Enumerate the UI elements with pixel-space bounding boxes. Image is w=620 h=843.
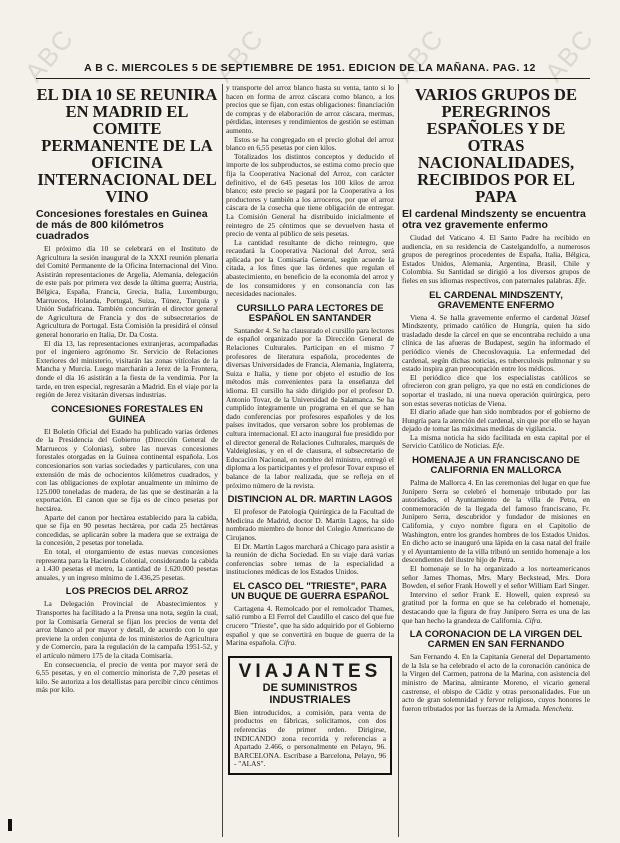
article-paragraph: El Dr. Martín Lagos marchará a Chicago para asistir a la reunión de dicha Sociedad. En su viaje dará varias conferencias sobre temas de la especialidad a instituciones médicas de los Estados Unidos. [226, 541, 394, 577]
article-paragraph: Palma de Mallorca 4. En las ceremonias del lugar en que fue Junípero Serra se celebró el homenaje tributado por las autoridades, el Ayuntamiento de la villa de Petra, en conmemoración de la llegada del famoso franciscano, Fr. Junípero Serra, descubridor y fundador de misiones en California, y cuyo nombre figura en el Capitolio de Washington, entre los grandes hombres de los Estados Unidos. En dicho acto se inauguró una lápida en la casa natal del fraile y el Ayuntamiento de la villa tributó un sentido homenaje a los descendientes del ilustre hijo de Petra. [402, 478, 590, 565]
ad-body: Bien introducidos, a comisión, para venta de productos en fábricas, solicitamos, con dos referencias de primer orden. Dirigirse, INDICANDO zona recorrida y referencias a Apartado 2.466, o personalmente en Pelayo, 96. BARCELONA. Escríbase a Barcelona, Pelayo, 96 - "ALAS". [234, 707, 386, 769]
article-paragraph: La cantidad resultante de dicho reintegro, que recaudará la Cooperativa Nacional del Arroz, será aplicada por la Comisaría General, según acuerde la citada, a los fines que las órdenes que regulan el abastecimiento, en beneficio de la economía del arroz y de los consumidores y en consonancia con las necesidades nacionales. [226, 237, 394, 299]
article-paragraph: La Delegación Provincial de Abastecimientos y Transportes ha facilitado a la Prensa una nota, según la cual, por la Comisaría General se fijan los precios de venta del arroz blanco al por mayor y detall, de acuerdo con lo que previene la orden conjunta de los ministerios de Agricultura y de Comercio, para la regulación de la campaña 1951-52, y el artículo número 175 de la citada Comisaría. [36, 599, 218, 660]
article-paragraph: Viena 4. Se halla gravemente enfermo el cardenal József Mindszenty, primado católico de Hungría, quien ha sido trasladado desde la cárcel en que se encontraba recluido a una clínica de las afueras de Budapest, según ha informado el periódico vienés de Checoslovaquia. La enfermedad del cardenal, según dichas noticias, es tuberculosis pulmonar y su estado inspira gran preocupación entre los médicos. [402, 312, 590, 374]
watermark: ABC [208, 22, 270, 88]
article-text: Ciudad del Vaticano 4. El Santo Padre ha recibido en audiencia, en su residencia de Castelgandolfo, a numerosos grupos de peregrinos procedentes de España, Italia, Bélgica, Estados Unidos, Alemania, Argentina, Brasil, Chile y Colombia. Su Santidad se dirigió a los diversos grupos de fieles en sus idiomas respectivos, con paternales palabras. [402, 233, 590, 285]
column-2 [226, 84, 394, 837]
article-signature: Mencheta. [542, 703, 574, 713]
column-3 [402, 84, 590, 837]
column-divider [398, 84, 399, 837]
page-masthead: A B C. MIERCOLES 5 DE SEPTIEMBRE DE 1951. EDICION DE LA MAÑANA. PAG. 12 [84, 62, 536, 74]
article-paragraph [402, 234, 590, 286]
article-text: Intervino el señor Frank E. Howell, quien expresó su gratitud por la forma en que se ha celebrado el homenaje, destacando que la figura de fray Junípero Serra es una de las que han hecho la grandeza de California. [402, 589, 590, 625]
headline-peregrinos: VARIOS GRUPOS DE PEREGRINOS ESPAÑOLES Y DE OTRAS NACIONALIDADES, RECIBIDOS POR EL PAPA [415, 85, 577, 206]
article-text: San Fernando 4. En la Capitanía General del Departamento de la Isla se ha celebrado el acto de la coronación canónica de la Virgen del Carmen, patrona de la Marina, con asistencia del ministro de Marina, almirante Moreno, el vicario general castrense, el obispo de Cádiz y otras personalidades. Fue un acto de gran solemnidad y fervor religioso, cuyos honores le fueron tributados por las fuerzas de la Armada. [402, 652, 590, 713]
subhead-concesiones: CONCESIONES FORESTALES EN GUINEA [51, 403, 203, 425]
article-paragraph: En total, el otorgamiento de estas nuevas concesiones representa para la Hacienda Colonial, considerando la cabida a 1.430 pesetas el metro, la cantidad de 1.620.000 pesetas anuales, y un ingreso mínimo de 1.436,25 pesetas. [36, 547, 218, 582]
subhead-cardenal: EL CARDENAL MINDSZENTY, GRAVEMENTE ENFERMO [429, 289, 563, 311]
article-paragraph: El próximo día 10 se celebrará en el Instituto de Agricultura la sesión inaugural de la XXXI reunión plenaria del Comité Permanente de la Oficina Internacional del Vino. Asistirán representaciones de Argelia, Alemania, delegación de este país por primera vez desde la última guerra; Austria, Bélgica, España, Francia, Grecia, Italia, Luxemburgo, Marruecos, Holanda, Portugal, Suiza, Túnez, Turquía y Unión Sudafricana. También concurrirán el director general de Agricultura de Francia y dos de subsecretarios de Agricultura de Portugal. Esta Comisión la presidirá el cónsul general honorario en Italia, Dr. Da Costa. [36, 244, 218, 339]
article-signature: Efe. [574, 275, 587, 285]
subhead-cursillo: CURSILLO PARA LECTORES DE ESPAÑOL EN SANTANDER [236, 302, 384, 324]
subhead-homenaje: HOMENAJE A UN FRANCISCANO DE CALIFORNIA EN MALLORCA [412, 455, 580, 477]
subhead-arroz: LOS PRECIOS DEL ARROZ [65, 586, 189, 598]
article-paragraph: El diario añade que han sido nombrados por el gobierno de Hungría para la atención del cardenal, sin que por ello se hayan dejado de tomar las máximas medidas de vigilancia. [402, 407, 590, 434]
article-paragraph: El profesor de Patología Quirúrgica de la Facultad de Medicina de Madrid, doctor D. Martín Lagos, ha sido nombrado miembro de honor del Colegio Americano de Cirujanos. [226, 507, 394, 542]
article-text: Cartagena 4. Remolcado por el remolcador Thames, salió rumbo a El Ferrol del Caudillo el casco del que fue crucero "Trieste", que ha sido adquirido por el Gobierno español y que se convertirá en buque de guerra de la Marina española. [226, 603, 394, 648]
subhead-coronacion: LA CORONACION DE LA VIRGEN DEL CARMEN EN SAN FERNANDO [409, 629, 583, 651]
article-signature: Cifra. [278, 638, 297, 648]
scan-margin-mark [8, 819, 12, 831]
article-paragraph: El día 13, las representaciones extranjeras, acompañadas por el ingeniero agrónomo Sr. Servicio de Relaciones Exteriores del ministerio, visitarán las zonas vitícolas de la Mancha y Murcia. Luego marcharán a Jerez de la Frontera, donde el día 16 asistirán a la fiesta de la vendimia. Por la tarde, en tren especial, regresarán a Madrid. En el viaje por la región de Jerez visitarán diversas industrias. [36, 338, 218, 400]
subhead-trieste: EL CASCO DEL "TRIESTE", PARA UN BUQUE DE GUERRA ESPAÑOL [231, 580, 389, 602]
article-paragraph: El Boletín Oficial del Estado ha publicado varias órdenes de la Presidencia del Gobierno (Dirección General de Marruecos y Colonias), sobre las nuevas concesiones forestales otorgadas en la Guinea continental española. Los concesionarios son varias sociedades y particulares, con una extensión de más de ochocientos kilómetros cuadrados, y con las obligaciones de explotar anualmente un mínimo de 125.000 toneladas de madera, de las que se destinarán a la exportación. El canon que se fija es de cinco pesetas por hectárea. [36, 426, 218, 514]
classified-ad [228, 656, 392, 775]
article-signature: Efe. [492, 441, 505, 451]
article-paragraph [226, 605, 394, 648]
article-paragraph [402, 653, 590, 713]
ad-subtitle: DE SUMINISTROS INDUSTRIALES [262, 681, 358, 706]
article-paragraph [402, 434, 590, 451]
ad-title: VIAJANTES [238, 660, 382, 682]
deck-guinea: Concesiones forestales en Guinea de más de 800 kilómetros cuadrados [36, 208, 208, 242]
headline-vino: EL DIA 10 SE REUNIRA EN MADRID EL COMITE PERMANENTE DE LA OFICINA INTERNACIONAL DEL VINO [36, 85, 218, 206]
column-divider [222, 84, 223, 837]
column-1 [36, 84, 218, 837]
article-paragraph: Estos se ha congregado en el precio global del arroz blanco en 6,55 pesetas por cien kilos. [226, 134, 394, 153]
masthead-rule [36, 78, 590, 79]
article-paragraph: Santander 4. Se ha clausurado el cursillo para lectores de español organizado por la Dirección General de Relaciones Culturales. Participan en el mismo 7 profesores de literatura española, procedentes de diversas Universidades de Francia, Alemania, Inglaterra, Suiza e Italia, y tiene por objeto el estudio de los métodos más convenientes para la enseñanza del idioma. El cursillo ha sido dirigido por el profesor D. Antonio Tovar, de la Universidad de Salamanca. Se ha cumplido íntegramente un programa en el que se han dado conferencias por profesores españoles y de los países invitados, que versaron sobre los problemas de cultura internacional. El acto inaugural fue presidido por el director general de Relaciones Culturales, marqués de Valdeiglesias, y en el de clausura, el subsecretario de Educación Nacional, en nombre del ministro, entregó el diploma a los participantes y el profesor Tovar expuso el balance de la labor realizada, que se refleja en el próximo número de la revista. [226, 325, 394, 490]
article-paragraph: En consecuencia, el precio de venta por mayor será de 6,55 pesetas, y en el comercio minorista de 7,20 pesetas el kilo. Se autoriza a los detallistas para percibir cinco céntimos más por kilo. [36, 659, 218, 695]
watermark: ABC [388, 22, 450, 88]
subhead-martin-lagos: DISTINCION AL DR. MARTIN LAGOS [227, 494, 393, 506]
article-signature: Cifra. [524, 615, 543, 625]
watermark: ABC [18, 22, 80, 88]
article-paragraph: y transporte del arroz blanco hasta su venta, tanto si lo hacen en forma de arroz cáscara como blanco, a los precios que se fijan, con estas obligaciones: financiación de compras y de elaboración de arroz cáscara, mermas, pérdidas, intereses y rendimientos de gestión se estiman aumento. [226, 84, 394, 135]
article-paragraph [402, 591, 590, 625]
article-paragraph: Aparte del canon por hectárea establecido para la cabida, que se fija en 90 pesetas hectárea, por cada 25 hectáreas concedidas, se aplicarán sobre la madera que se extraiga de la concesión, 2 pesetas por tonelada. [36, 512, 218, 548]
article-paragraph: El periódico dice que los especialistas católicos se ofrecieron con gran peligro, ya que no está en condiciones de soportar el traslado, ni una nueva operación quirúrgica, pero son estas severas noticias de Viena. [402, 372, 590, 408]
deck-mindszenty: El cardenal Mindszenty se encuentra otra vez gravemente enfermo [402, 208, 586, 231]
article-text: La misma noticia ha sido facilitada en esta capital por el Servicio Católico de Noticias. [402, 432, 590, 451]
article-paragraph: El homenaje se lo ha organizado a los norteamericanos señor James Thomas, Mrs. Mary Beckstead, Mrs. Dora Bowden, el señor Frank Howell y el señor William Earl Singer. [402, 564, 590, 591]
article-paragraph: Totalizados los distintos conceptos y deducido el importe de los subproductos, se estima como precio que fija la Cooperativa Nacional del Arroz, con carácter definitivo, el de 645 pesetas los 100 kilos de arroz blanco; este precio se pagará por la Cooperativa a los productores y también a los arroceros, por que el arroz cáscara de la cosecha que tiene obligación de entregar. La Comisión General ha distribuido inicialmente el reintegro de 25 céntimos que se devuelven hasta el precio de venta al público de seis pesetas. [226, 151, 394, 239]
watermark: ABC [538, 22, 600, 88]
